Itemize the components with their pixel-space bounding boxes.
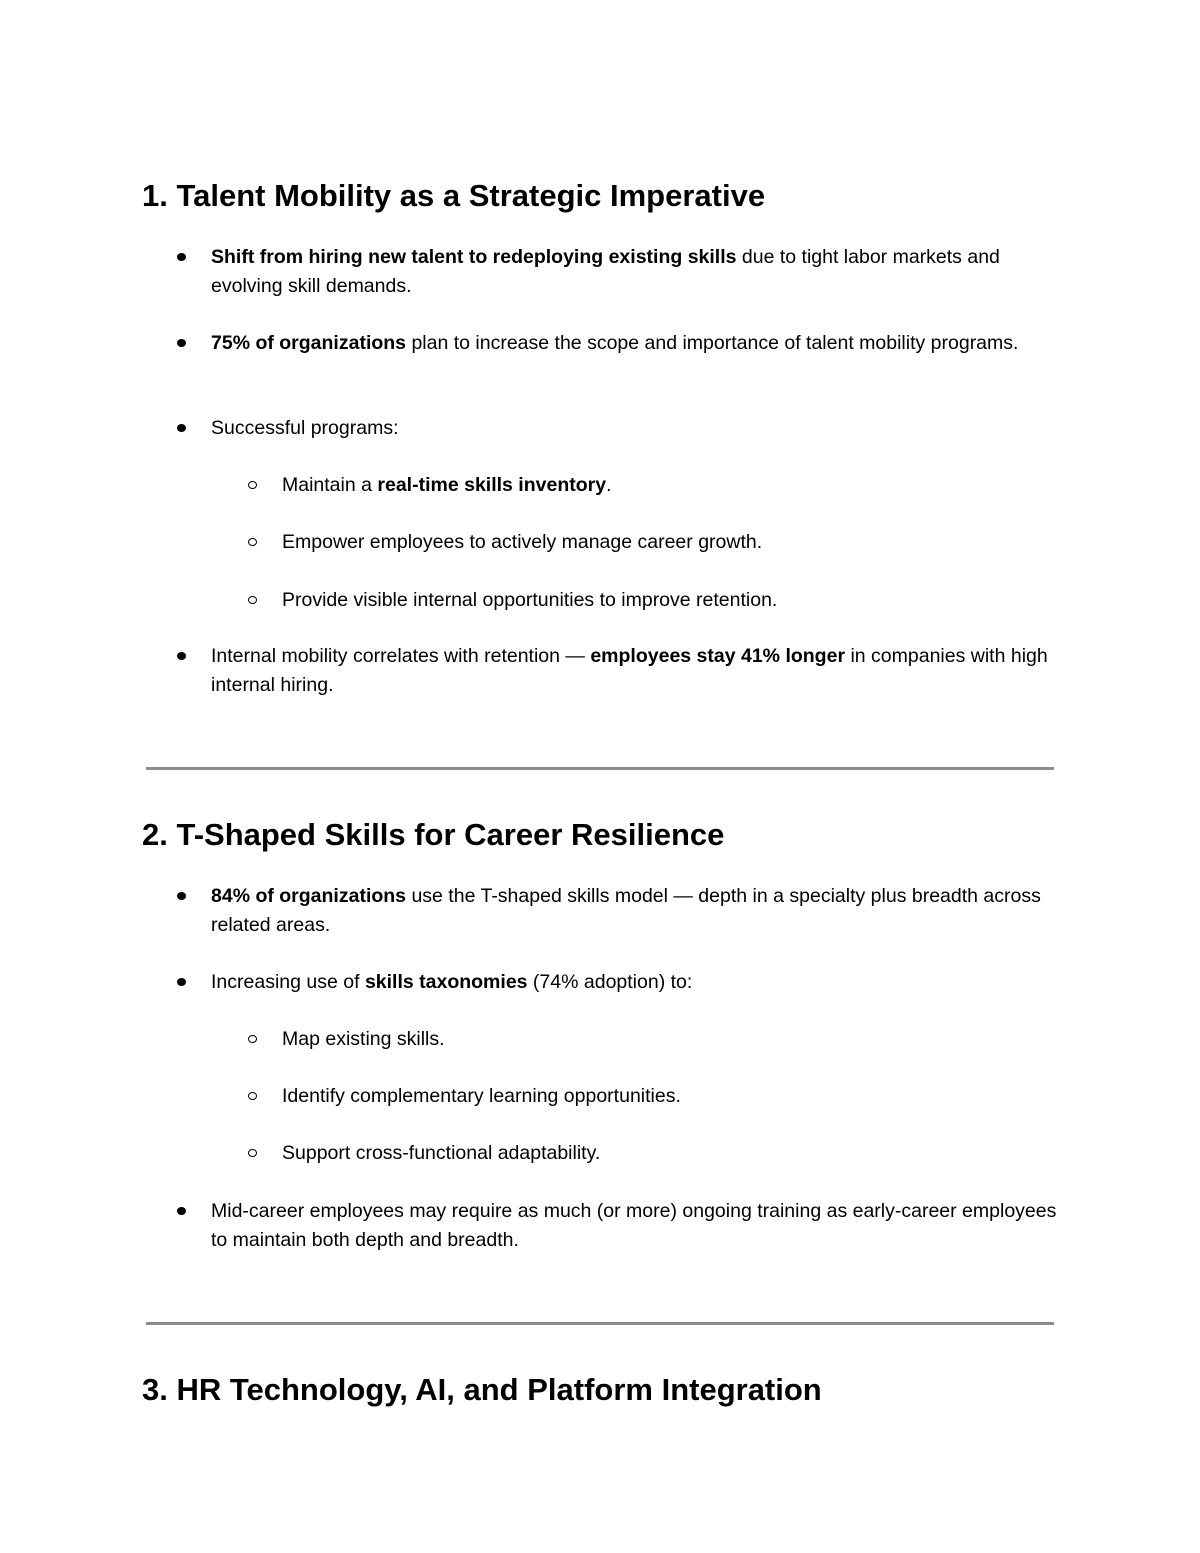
bullet-text: Mid-career employees may require as much (or more) ongoing training as early-career employees to maintain both depth and breadth. xyxy=(211,1200,1057,1251)
bullet-text: . xyxy=(606,474,612,496)
bullet-bold-text: Shift from hiring new talent to redeploying existing skills xyxy=(211,246,737,268)
horizontal-divider xyxy=(146,767,1054,770)
section-3-heading: 3. HR Technology, AI, and Platform Integration xyxy=(142,1372,822,1407)
bullet-icon xyxy=(177,339,186,347)
list-item xyxy=(211,968,1061,997)
sub-list-item xyxy=(282,586,1062,615)
bullet-icon xyxy=(177,652,186,660)
bullet-text: Identify complementary learning opportunities. xyxy=(282,1085,681,1107)
bullet-bold-text: employees stay 41% longer xyxy=(590,645,846,667)
list-item xyxy=(211,414,1061,443)
sub-list-item xyxy=(282,528,1062,557)
hollow-bullet-icon xyxy=(248,538,257,546)
bullet-icon xyxy=(177,978,186,986)
bullet-text: (74% adoption) to: xyxy=(527,971,693,993)
hollow-bullet-icon xyxy=(248,1092,257,1100)
hollow-bullet-icon xyxy=(248,481,257,489)
bullet-text: Provide visible internal opportunities to improve retention. xyxy=(282,589,778,611)
bullet-bold-text: skills taxonomies xyxy=(364,971,528,993)
list-item xyxy=(211,882,1061,940)
bullet-text: Successful programs: xyxy=(211,417,399,439)
bullet-text: use the T-shaped skills model — depth in a specialty plus breadth across related areas. xyxy=(211,885,1041,936)
bullet-text: due to tight labor markets and evolving skill demands. xyxy=(211,246,1000,297)
bullet-text: Increasing use of xyxy=(211,971,365,993)
sub-list-item xyxy=(282,1082,1062,1111)
bullet-text: Empower employees to actively manage career growth. xyxy=(282,531,763,553)
bullet-icon xyxy=(177,892,186,900)
bullet-bold-text: real-time skills inventory xyxy=(377,474,607,496)
bullet-icon xyxy=(177,1207,186,1215)
sub-list-item xyxy=(282,1139,1062,1168)
hollow-bullet-icon xyxy=(248,596,257,604)
bullet-text: Internal mobility correlates with retention — xyxy=(211,645,591,667)
hollow-bullet-icon xyxy=(248,1035,257,1043)
section-2-heading: 2. T-Shaped Skills for Career Resilience xyxy=(142,817,725,852)
section-1-heading: 1. Talent Mobility as a Strategic Imperative xyxy=(142,178,766,213)
bullet-icon xyxy=(177,424,186,432)
bullet-text: Support cross-functional adaptability. xyxy=(282,1142,601,1164)
bullet-text: Map existing skills. xyxy=(282,1028,445,1050)
sub-list-item xyxy=(282,471,1062,500)
bullet-text: Maintain a xyxy=(282,474,378,496)
bullet-bold-text: 84% of organizations xyxy=(211,885,407,907)
hollow-bullet-icon xyxy=(248,1149,257,1157)
list-item xyxy=(211,1197,1061,1255)
bullet-bold-text: 75% of organizations xyxy=(211,332,407,354)
sub-list-item xyxy=(282,1025,1062,1054)
list-item xyxy=(211,329,1061,358)
horizontal-divider xyxy=(146,1322,1054,1325)
bullet-text: plan to increase the scope and importance of talent mobility programs. xyxy=(406,332,1019,354)
list-item xyxy=(211,642,1061,700)
list-item xyxy=(211,243,1061,301)
bullet-icon xyxy=(177,253,186,261)
bullet-text: in companies with high internal hiring. xyxy=(211,645,1048,696)
